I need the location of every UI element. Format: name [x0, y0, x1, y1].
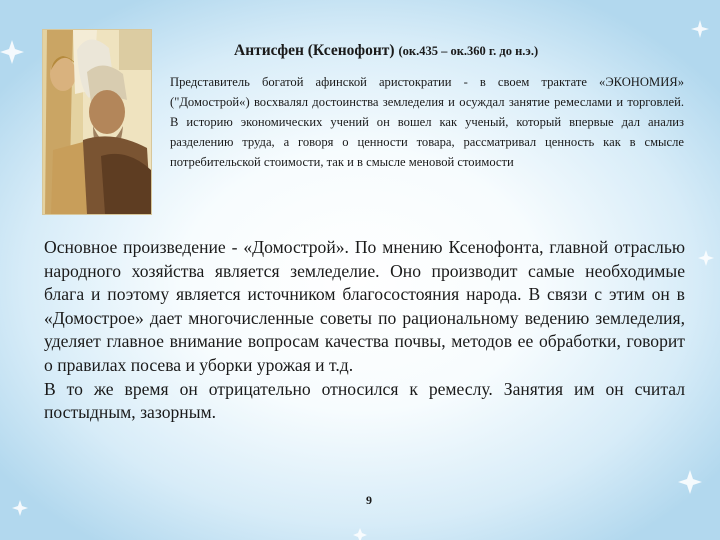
slide [39, 25, 689, 525]
intro-paragraph: Представитель богатой афинской аристократии - в своем трактате «ЭКОНОМИЯ» ("Домострой«) восхвалял достоинства земледелия и осуждал занятие ремеслами и торговлей. В историю экономических учений он вошел как ученый, который впервые дал анализ разделению труда, а говоря о ценности товара, рассматривал ценность как в смысле потребительской стоимости, так и в смысле меновой стоимости [170, 75, 684, 169]
author-dates: (ок.435 – ок.360 г. до н.э.) [398, 44, 539, 58]
fresco-image [43, 30, 151, 214]
author-name: Антисфен (Ксенофонт) [234, 42, 395, 59]
main-text [44, 236, 685, 425]
main-paragraph-2: В то же время он отрицательно относился к ремеслу. Занятия им он считал постыдным, зазорным. [44, 378, 685, 423]
xenophon-portrait [42, 29, 152, 215]
page-number: 9 [366, 493, 372, 507]
main-paragraph-1: Основное произведение - «Домострой». По мнению Ксенофонта, главной отраслью народного хозяйства является земледелие. Оно производит самые необходимые блага и поэтому является источником благосостояния народа. В связи с этим он в «Домострое» дает многочисленные советы по рациональному ведению земледелия, уделяет главное внимание вопросам качества почвы, методов ее обработки, говорит о правилах посева и уборки урожая и т.д. [44, 237, 685, 375]
slide-title [234, 42, 674, 60]
